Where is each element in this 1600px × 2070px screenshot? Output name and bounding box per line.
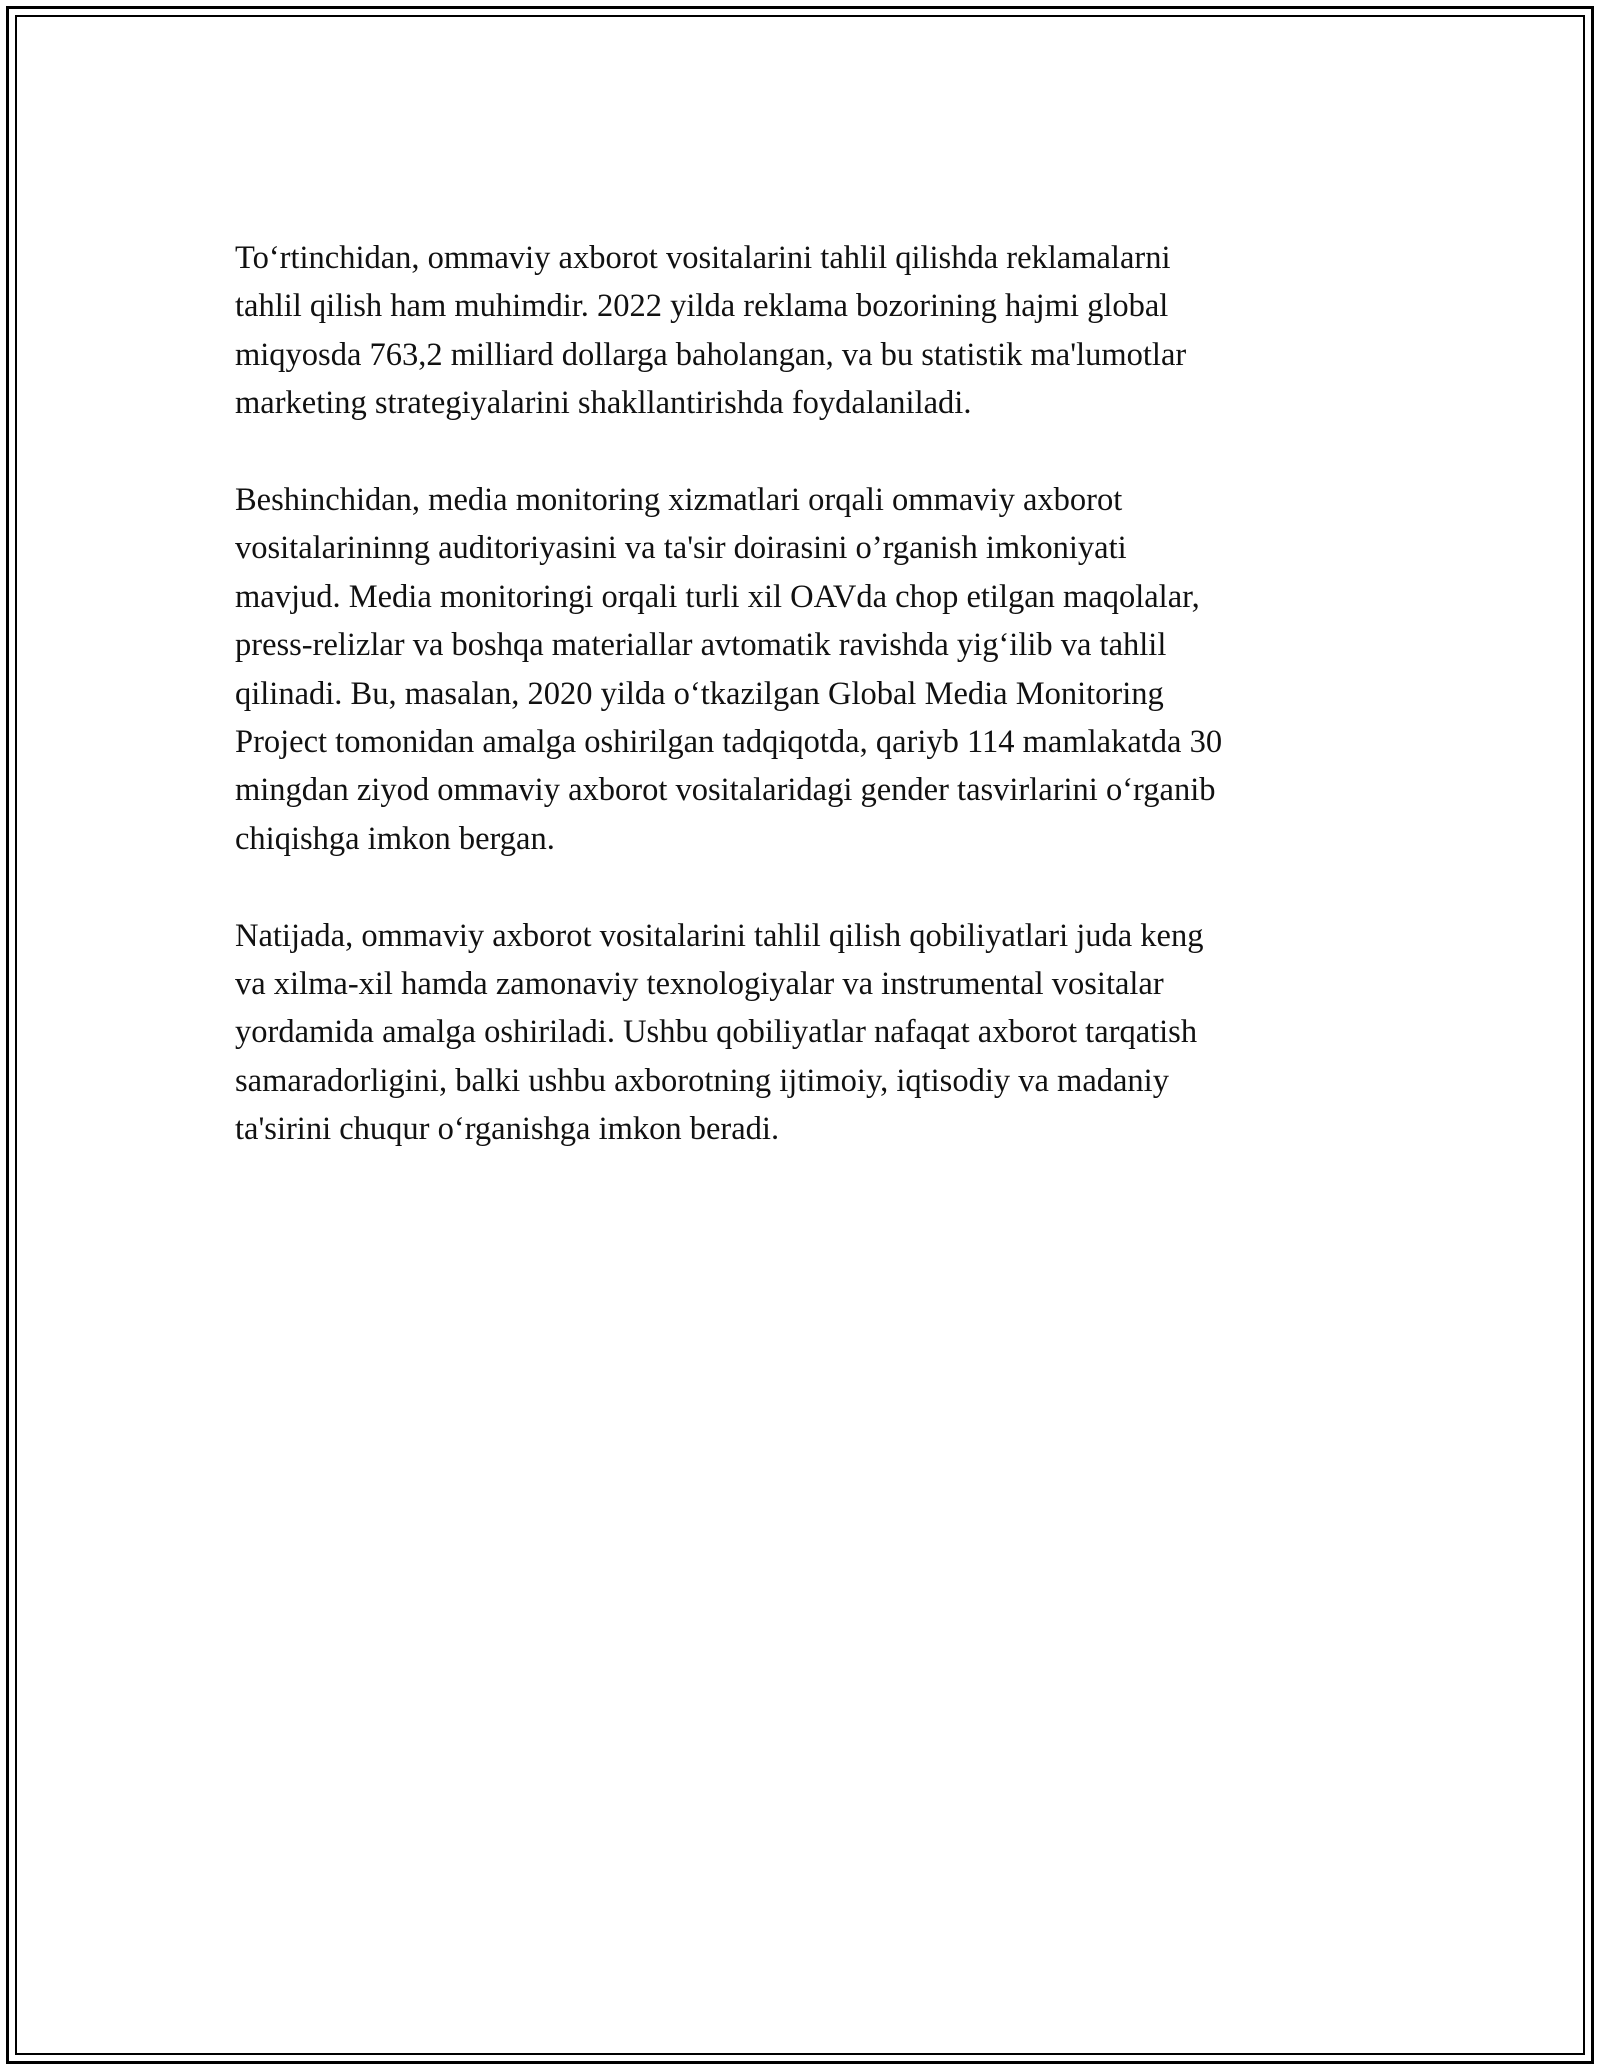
paragraph-advertising-analysis: To‘rtinchidan, ommaviy axborot vositalarini tahlil qilishda reklamalarni tahlil qilish ham muhimdir. 2022 yilda reklama bozorining hajmi global miqyosda 763,2 milliard dollarga baholangan, va bu statistik ma'lumotlar marketing strategiyalarini shakllantirishda foydalaniladi. (235, 240, 1187, 422)
paragraph-conclusion: Natijada, ommaviy axborot vositalarini tahlil qilish qobiliyatlari juda keng va xilma-xil hamda zamonaviy texnologiyalar va instrumental vositalar yordamida amalga oshiriladi. Ushbu qobiliyatlar nafaqat axborot tarqatish samaradorligini, balki ushbu axborotning ijtimoiy, iqtisodiy va madaniy ta'sirini chuqur o‘rganishga imkon beradi. (235, 917, 1204, 1148)
document-body (235, 234, 1375, 1202)
paragraph-media-monitoring: Beshinchidan, media monitoring xizmatlari orqali ommaviy axborot vositalarininng auditoriyasini va ta'sir doirasini o’rganish imkoniyati mavjud. Media monitoringi orqali turli xil OAVda chop etilgan maqolalar, press-relizlar va boshqa materiallar avtomatik ravishda yig‘ilib va tahlil qilinadi. Bu, masalan, 2020 yilda o‘tkazilgan Global Media Monitoring Project tomonidan amalga oshirilgan tadqiqotda, qariyb 114 mamlakatda 30 mingdan ziyod ommaviy axborot vositalaridagi gender tasvirlarini o‘rganib chiqishga imkon bergan. (235, 482, 1223, 857)
